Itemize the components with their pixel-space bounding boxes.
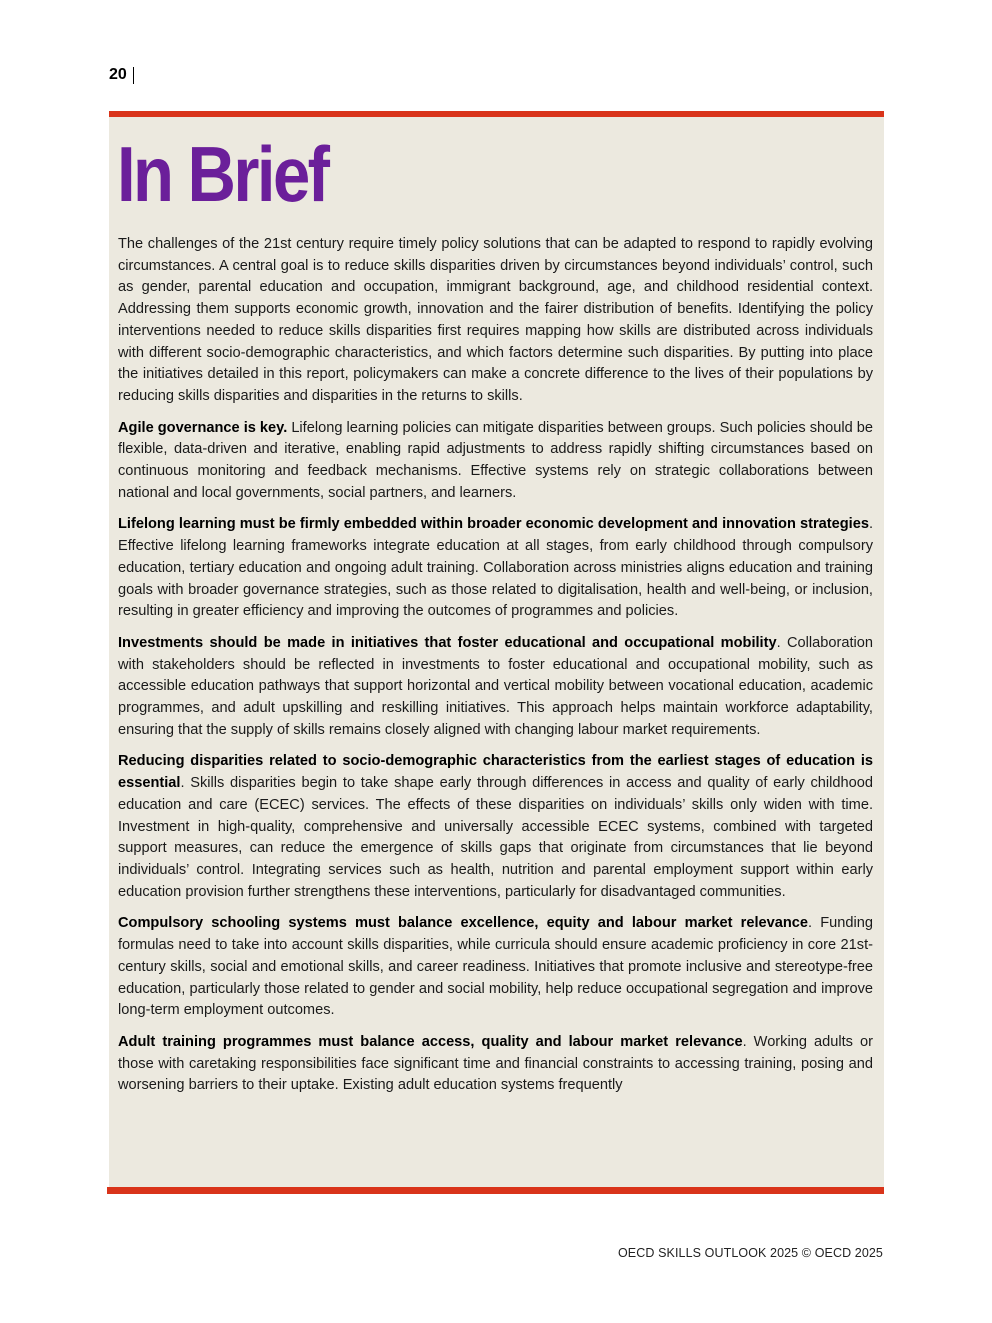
brief-paragraph bbox=[118, 913, 873, 1022]
paragraph-lead: Reducing disparities related to socio-demographic characteristics from the earliest stages of education is essential bbox=[118, 753, 873, 792]
paragraph-text: . Collaboration with stakeholders should be reflected in investments to foster educational and occupational mobility, such as accessible education pathways that support horizontal and vertical mobility between vocational education, academic programmes, and adult upskilling and reskilling initiatives. This approach helps maintain workforce adaptability, ensuring that the supply of skills remains closely aligned with changing labour market requirements. bbox=[118, 634, 873, 738]
page-number: 20 bbox=[109, 66, 127, 83]
header-separator bbox=[133, 67, 134, 84]
brief-paragraph bbox=[118, 751, 873, 903]
brief-paragraph bbox=[118, 633, 873, 742]
in-brief-box bbox=[109, 111, 884, 1187]
paragraph-text: . Working adults or those with caretaking responsibilities face significant time and financial constraints to accessing training, posing and worsening barriers to their uptake. Existing adult education systems frequently bbox=[118, 1033, 873, 1094]
paragraph-lead: Agile governance is key. bbox=[118, 419, 288, 436]
paragraph-text: . Funding formulas need to take into account skills disparities, while curricula should ensure academic proficiency in core 21st-century skills, social and emotional skills, and career readiness. Initiatives that promote inclusive and stereotype-free education, particularly those related to gender and social mobility, help reduce occupational segregation and improve long-term employment outcomes. bbox=[118, 915, 873, 1019]
brief-title: In Brief bbox=[117, 130, 328, 218]
paragraph-lead: Adult training programmes must balance access, quality and labour market relevance bbox=[118, 1033, 743, 1050]
brief-paragraph bbox=[118, 1032, 873, 1097]
paragraph-lead: Compulsory schooling systems must balance excellence, equity and labour market relevance bbox=[118, 915, 809, 932]
paragraph-lead: Investments should be made in initiatives that foster educational and occupational mobility bbox=[118, 634, 777, 651]
paragraph-text: . Effective lifelong learning frameworks integrate education at all stages, from early childhood through compulsory education, tertiary education and ongoing adult training. Collaboration across ministries aligns education and training goals with broader governance strategies, such as those related to digitalisation, health and well-being, or inclusion, resulting in greater efficiency and improving the outcomes of programmes and policies. bbox=[118, 516, 873, 620]
brief-bottom-rule bbox=[107, 1187, 884, 1194]
brief-body bbox=[118, 234, 873, 1107]
paragraph-text: Lifelong learning policies can mitigate disparities between groups. Such policies should be flexible, data-driven and iterative, enabling rapid adjustments to address rapidly shifting circumstances based on continuous monitoring and feedback mechanisms. Effective systems rely on strategic collaborations between national and local governments, social partners, and learners. bbox=[118, 419, 873, 501]
page-footer: OECD SKILLS OUTLOOK 2025 © OECD 2025 bbox=[617, 1246, 883, 1260]
paragraph-lead: Lifelong learning must be firmly embedded within broader economic development and innovation strategies bbox=[118, 516, 869, 533]
brief-paragraph bbox=[118, 514, 873, 623]
brief-intro-paragraph: The challenges of the 21st century require timely policy solutions that can be adapted to respond to rapidly evolving circumstances. A central goal is to reduce skills disparities driven by circumstances beyond individuals’ control, such as gender, parental education and occupation, immigrant background, age, and childhood residential context. Addressing them supports economic growth, innovation and the fairer distribution of benefits. Identifying the policy interventions needed to reduce skills disparities first requires mapping how skills are distributed across individuals with different socio-demographic characteristics, and which factors determine such disparities. By putting into place the initiatives detailed in this report, policymakers can make a concrete difference to the lives of their populations by reducing skills disparities and disparities in the returns to skills. bbox=[118, 236, 873, 404]
brief-paragraph bbox=[118, 418, 873, 505]
paragraph-text: . Skills disparities begin to take shape early through differences in access and quality of early childhood education and care (ECEC) services. The effects of these disparities on individuals’ skills only widen with time. Investment in high-quality, comprehensive and universally accessible ECEC systems, combined with targeted support measures, can reduce the emergence of skills gaps that originate from circumstances that lie beyond individuals’ control. Integrating services such as health, nutrition and parental employment support within early education provision further strengthens these interventions, particularly for disadvantaged communities. bbox=[118, 775, 873, 900]
page-header bbox=[109, 66, 134, 84]
